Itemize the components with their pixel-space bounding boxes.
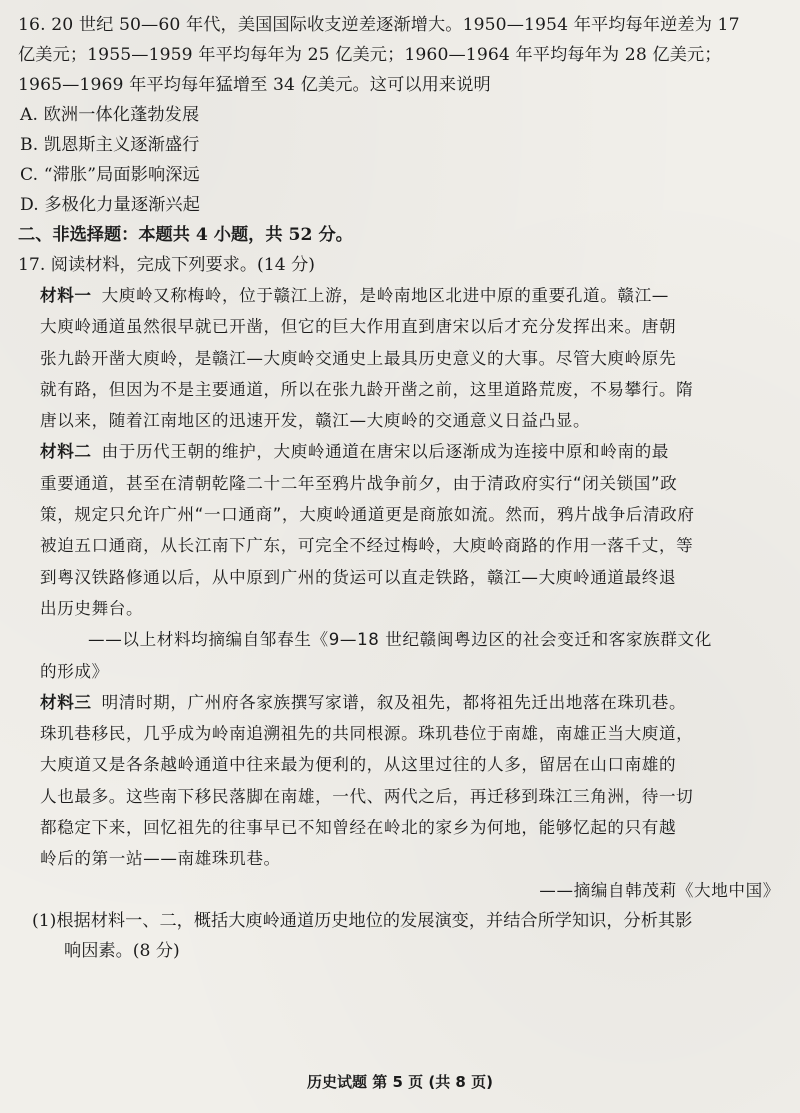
option-a: A. 欧洲一体化蓬勃发展 xyxy=(20,105,200,125)
material-1-line-3: 张九龄开凿大庾岭，是赣江—大庾岭交通史上最具历史意义的大事。尽管大庾岭原先 xyxy=(40,348,677,368)
material-2-text: 由于历代王朝的维护，大庾岭通道在唐宋以后逐渐成为连接中原和岭南的最 xyxy=(101,442,669,462)
material-3-text: 明清时期，广州府各家族撰写家谱，叙及祖先，都将祖先迁出地落在珠玑巷。 xyxy=(101,692,687,712)
material-1-line-2: 大庾岭通道虽然很早就已开凿，但它的巨大作用直到唐宋以后才充分发挥出来。唐朝 xyxy=(40,317,677,337)
question-17-sub-1 xyxy=(18,906,784,966)
material-2-label: 材料二 xyxy=(40,442,92,462)
material-3-line-6: 岭后的第一站——南雄珠玑巷。 xyxy=(40,849,281,869)
material-3 xyxy=(18,687,784,875)
option-d: D. 多极化力量逐渐兴起 xyxy=(20,195,200,215)
material-1-line-4: 就有路，但因为不是主要通道，所以在张九龄开凿之前，这里道路荒废，不易攀行。隋 xyxy=(40,379,694,399)
option-b: B. 凯恩斯主义逐渐盛行 xyxy=(20,135,200,155)
material-2-line-5: 到粤汉铁路修通以后，从中原到广州的货运可以直走铁路，赣江—大庾岭通道最终退 xyxy=(40,567,677,587)
material-2-line-1 xyxy=(18,436,784,467)
question-16-stem-line-1: 16. 20 世纪 50—60 年代，美国国际收支逆差逐渐增大。1950—1954 年平均每年逆差为 17 xyxy=(18,15,740,35)
material-3-line-4: 人也最多。这些南下移民落脚在南雄，一代、两代之后，再迁移到珠江三角洲，待一切 xyxy=(40,786,694,806)
material-3-label: 材料三 xyxy=(40,692,92,712)
material-2-line-4: 被迫五口通商，从长江南下广东，可完全不经过梅岭，大庾岭商路的作用一落千丈，等 xyxy=(40,536,694,556)
source-line-1: ——以上材料均摘编自邹春生《9—18 世纪赣闽粤边区的社会变迁和客家族群文化 xyxy=(88,630,712,650)
section-2-title: 二、非选择题：本题共 4 小题，共 52 分。 xyxy=(18,225,353,245)
material-2-line-2: 重要通道，甚至在清朝乾隆二十二年至鸦片战争前夕，由于清政府实行“闭关锁国”政 xyxy=(40,473,678,493)
material-3-line-1 xyxy=(18,687,784,718)
sub-question-1-line-2: 响因素。(8 分) xyxy=(64,940,180,961)
material-1-line-5: 唐以来，随着江南地区的迅速开发，赣江—大庾岭的交通意义日益凸显。 xyxy=(40,411,591,431)
material-2-line-3: 策，规定只允许广州“一口通商”，大庾岭通道更是商旅如流。然而，鸦片战争后清政府 xyxy=(40,505,695,525)
page-footer: 历史试题 第 5 页 (共 8 页) xyxy=(307,1073,493,1091)
source-line-2: 的形成》 xyxy=(40,661,109,681)
question-16 xyxy=(18,10,784,220)
material-1-line-1 xyxy=(18,280,784,311)
question-17-stem: 17. 阅读材料，完成下列要求。(14 分) xyxy=(18,255,315,275)
material-1-label: 材料一 xyxy=(40,286,92,305)
question-16-stem-line-3: 1965—1969 年平均每年猛增至 34 亿美元。这可以用来说明 xyxy=(18,75,491,95)
material-3-line-5: 都稳定下来，回忆祖先的往事早已不知曾经在岭北的家乡为何地，能够忆起的只有越 xyxy=(40,818,677,838)
option-c: C. “滞胀”局面影响深远 xyxy=(20,165,200,185)
material-1-text: 大庾岭又称梅岭，位于赣江上游，是岭南地区北进中原的重要孔道。赣江— xyxy=(101,286,669,305)
sub-question-1-line-1: (1)根据材料一、二，概括大庾岭通道历史地位的发展演变，并结合所学知识，分析其影 xyxy=(32,910,693,931)
material-3-line-3: 大庾道又是各条越岭通道中往来最为便利的，从这里过往的人多，留居在山口南雄的 xyxy=(40,755,677,775)
material-2-line-6: 出历史舞台。 xyxy=(40,598,144,618)
source-material-3: ——摘编自韩茂莉《大地中国》 xyxy=(539,880,780,900)
material-3-line-2: 珠玑巷移民，几乎成为岭南追溯祖先的共同根源。珠玑巷位于南雄，南雄正当大庾道， xyxy=(40,724,694,744)
question-16-stem-line-2: 亿美元；1955—1959 年平均每年为 25 亿美元；1960—1964 年平均每年为 28 亿美元； xyxy=(18,45,722,65)
material-1 xyxy=(18,280,784,436)
source-materials-1-2 xyxy=(18,624,784,687)
material-2 xyxy=(18,436,784,624)
